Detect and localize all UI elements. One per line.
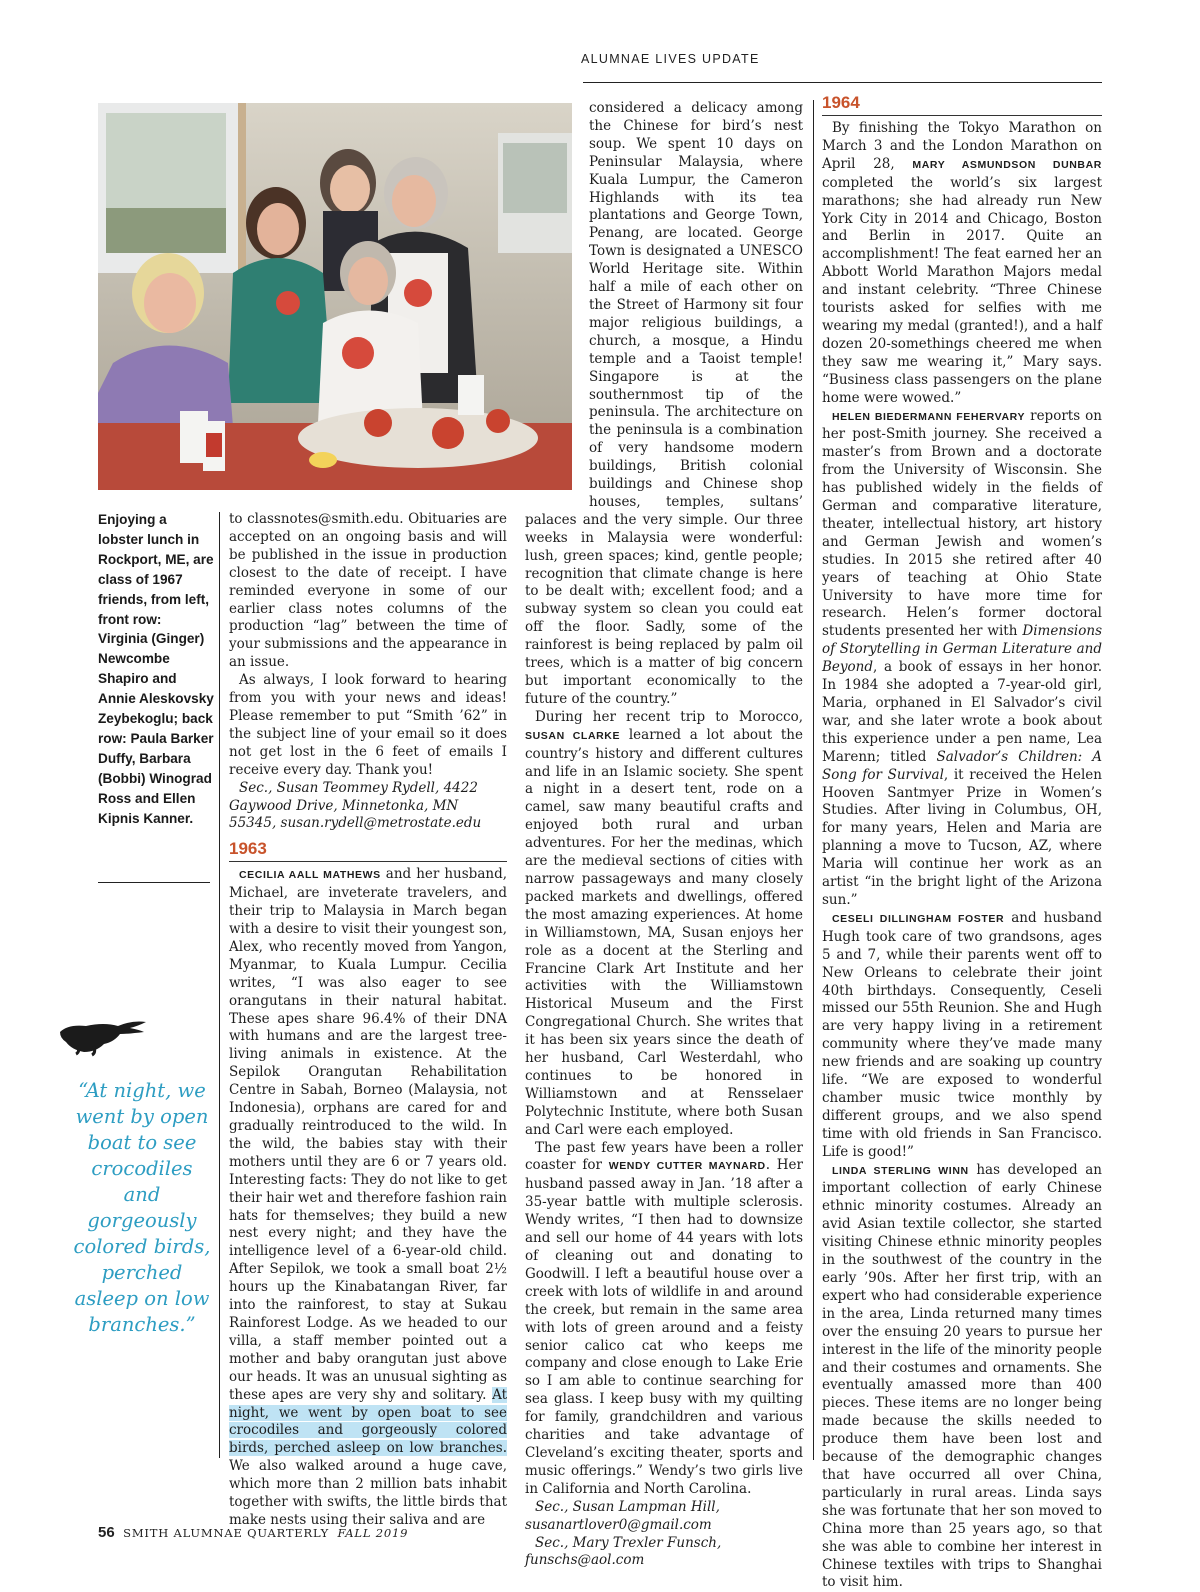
publication-name: SMITH ALUMNAE QUARTERLY — [123, 1526, 330, 1540]
alumna-name: WENDY CUTTER MAYNARD — [608, 1160, 766, 1173]
book-title: Salvador’s Children: A Song for Survival — [822, 748, 1102, 783]
col1-paragraph-2: As always, I look forward to hearing from you with your news and ideas! Please remember to put “Smith ’62” in the subject line of your email so it does not get lost in the 6 feet of emails I receive every day. Thank you! — [229, 672, 507, 778]
col2-paragraph-3-start: The past few years have been a roller coaster for — [525, 1139, 803, 1174]
issue-label: FALL 2019 — [337, 1526, 409, 1540]
column-1 — [229, 511, 507, 1530]
caption-rule — [98, 882, 210, 883]
col3-paragraph-1: completed the world’s six largest marathons; she had already run New York City in 2014 and Chicago, Boston and Berlin in 2017. Quite an accomplishment! The feat earned her an Abbott World Marathon Majors medal and instant celebrity. “Three Chinese tourists asked for selfies with me wearing my medal (granted!), and a half dozen 20-somethings cheered me when they saw me wearing it,” Mary says. “Business class passengers on the plane home were wowed.” — [822, 174, 1102, 406]
alumna-name: MARY ASMUNDSON DUNBAR — [912, 158, 1102, 171]
section-header: ALUMNAE LIVES UPDATE — [581, 52, 760, 66]
col3-paragraph-3: and husband Hugh took care of two grandsons, ages 5 and 7, while their parents went off to New Orleans to celebrate their joint 40th birthdays. Consequently, Ceseli missed our 55th Reunion. She and Hugh are very happy living in a retirement community where they’ve made many new friends and are soaking up country life. “We are exposed to wonderful chamber music twice monthly by different groups, and we also spend time with old friends in San Francisco. Life is good!” — [822, 909, 1102, 1160]
year-heading-1963: 1963 — [229, 839, 507, 862]
column-2 — [525, 100, 803, 1570]
col2-paragraph-1-flow: considered a delicacy among the Chinese for bird’s nest soup. We spent 10 days on Peninsular Malaysia, where Kuala Lumpur, the Cameron Highlands with its tea plantations and George Town, Penang, are located. George Town is designated a UNESCO World Heritage site. Within half a mile of each other on the Street of Harmony sit four major religious buildings, a church, a mosque, a Hindu temple and a Taoist temple! Singapore is at the southernmost tip of the peninsula. The architecture on the peninsula is a combination of very handsome modern buildings, British colonial buildings and Chinese shop houses, temples, sultans’ palaces and the very simple. Our three weeks in Malaysia were wonderful: lush, green spaces; kind, gentle people; recognition that climate change is here to be dealt with; excellent food; and a subway system so clean you could eat off the floor. Sadly, some of the rainforest is being replaced by palm oil trees, which is a matter of big concern but important economically to the future of the country.” — [525, 100, 803, 707]
alumna-name: HELEN BIEDERMANN FEHERVARY — [832, 410, 1026, 423]
col1-secretary-signature: Sec., Susan Teommey Rydell, 4422 Gaywood Drive, Minnetonka, MN 55345, susan.rydell@metrostate.edu — [229, 779, 482, 832]
book-title: Dimensions of Storytelling in German Literature and Beyond — [822, 623, 1102, 676]
column-3 — [822, 93, 1102, 1592]
col3-paragraph-4: has developed an important collection of early Chinese ethnic minority costumes. Already an avid Asian textile collector, she started visiting Chinese ethnic minority peoples in the southwest of the country in the early ’90s. After her first trip, with an expert who had considerable experience in the area, Linda returned many times over the ensuing 20 years to pursue her interest in the life of the minority people and their costumes and ornaments. She eventually amassed more than 400 pieces. These items are no longer being made because the skills needed to produce them have been lost and because of the demographic changes that have occurred all over China, particularly in rural areas. Linda says she was fortunate that her son moved to China more than 25 years ago, so that she was able to combine her interest in Chinese textiles with trips to Shanghai to visit him. — [822, 1161, 1102, 1591]
year-heading-1964: 1964 — [822, 93, 1102, 116]
header-rule — [583, 82, 1102, 83]
page-number: 56 — [98, 1524, 115, 1541]
alumna-name: SUSAN CLARKE — [525, 729, 621, 742]
photo-illustration — [98, 103, 572, 490]
col3-paragraph-2-middle: , a book of essays in her honor. In 1984 she adopted a 7-year-old girl, Maria, orphaned in El Salvador’s civil war, and she later wrote a book about this experience under a pen name, Lea Marenn; titled — [822, 659, 1102, 765]
photo-wrap-spacer — [525, 100, 589, 502]
page-footer — [98, 1524, 408, 1541]
photo-caption: Enjoying a lobster lunch in Rockport, ME, are class of 1967 friends, from left, front row: Virginia (Ginger) Newcombe Shapiro and Annie Aleskovsky Zeybekoglu; back row: Paula Barker Duffy, Barbara (Bobbi) Winograd Ross and Ellen Kipnis Kanner. — [98, 512, 214, 826]
pull-quote: “At night, we went by open boat to see crocodiles and gorgeously colored birds, perched asleep on low branches.” — [73, 1079, 211, 1336]
col2-paragraph-3: . Her husband passed away in Jan. ’18 after a 35-year battle with multiple sclerosis. Wendy writes, “I then had to downsize and sell our home of 44 years with lots of cleaning out and donating to Goodwill. I left a beautiful house over a creek with lots of wildlife in and around the creek, but remain in the same area with lots of green around and a feisty senior calico cat who keeps me company and close enough to Lake Erie so I am able to continue searching for sea glass. I keep busy with my quilting for family, grandchildren and various charities and take advantage of Cleveland’s exciting theater, sports and music offerings.” Wendy’s two girls live in California and North Carolina. — [525, 1157, 803, 1497]
col3-paragraph-1-start: By finishing the Tokyo Marathon on March 3 and the London Marathon on April 28, — [822, 120, 1102, 172]
alumna-name: CESELI DILLINGHAM FOSTER — [832, 912, 1005, 925]
col3-paragraph-2-end: , it received the Helen Hooven Santmyer Prize in Women’s Studies. After living in Columbus, OH, for many years, Helen and Maria are planning a move to Tucson, AZ, where Maria will continue her work as an artist “in the bright light of the Arizona sun.” — [822, 766, 1102, 908]
alumna-name: LINDA STERLING WINN — [832, 1164, 969, 1177]
col3-paragraph-2-start: reports on her post-Smith journey. She received a master’s from Brown and a doctorate from the University of Wisconsin. She has published widely in the fields of German and comparative literature, theater, intellectual history, art history and German Jewish and women’s studies. In 2015 she retired after 40 years of teaching at Ohio State University to have more time for research. Helen’s former doctoral students presented her with — [822, 407, 1102, 640]
col1-paragraph-3: and her husband, Michael, are inveterate travelers, and their trip to Malaysia in March began with a desire to visit their youngest son, Alex, who recently moved from Yangon, Myanmar, to Kuala Lumpur. Cecilia writes, “I was also eager to see orangutans in their natural habitat. These apes share 96.4% of their DNA with humans and are the largest tree-living animals in existence. At the Sepilok Orangutan Rehabilitation Centre in Sabah, Borneo (Malaysia, not Indonesia), orphans are cared for and gradually reintroduced to the wild. In the wild, the babies stay with their mothers until they are 6 or 7 years old. Interesting facts: They do not like to get their hair wet and therefore fashion rain hats for themselves; they build a new nest every night; and they have the intelligence level of a 6-year-old child. After Sepilok, we took a small boat 2½ hours up the Kinabatangan River, far into the rainforest, to stay at Sukau Rainforest Lodge. As we headed to our villa, a staff member pointed out a mother and baby orangutan just above our heads. It was an unusual sighting as these apes are very shy and solitary. — [229, 866, 507, 1403]
column-rule-left — [219, 512, 220, 1458]
highlighted-quote-text: At night, we went by open boat to see crocodiles and gorgeously colored birds, perched asleep on low branches. — [229, 1386, 507, 1457]
col2-secretary-signature-1: Sec., Susan Lampman Hill, susanartlover0@gmail.com — [525, 1498, 720, 1533]
col2-secretary-signature-2: Sec., Mary Trexler Funsch, funschs@aol.com — [525, 1534, 722, 1569]
crocodile-icon — [58, 1012, 150, 1060]
group-photo — [98, 103, 572, 490]
col2-paragraph-2: learned a lot about the country’s history and different cultures and life in an Islamic society. She spent a night in a desert tent, rode on a camel, saw many beautiful crafts and enjoyed both rural and urban adventures. For her the medinas, which are the medieval sections of cities with narrow passageways and many closely packed markets and dwellings, offered the most amazing experiences. At home in Williamstown, MA, Susan enjoys her role as a docent at the Sterling and Francine Clark Art Institute and her activities with the Williamstown Historical Museum and the First Congregational Church. She writes that it has been six years since the death of her husband, Carl Westerdahl, who continues to be honored in Williamstown and at Rensselaer Polytechnic Institute, where both Susan and Carl were each employed. — [525, 726, 803, 1138]
column-rule-right — [813, 100, 814, 1460]
col2-paragraph-2-start: During her recent trip to Morocco, — [535, 708, 803, 725]
col1-paragraph-1: to classnotes@smith.edu. Obituaries are accepted on an ongoing basis and will be published in the issue in production closest to the date of receipt. I have reminded everyone in some of our earlier class notes columns of the production “lag” between the time of your submissions and the appearance in an issue. — [229, 511, 507, 671]
col1-paragraph-3-end: We also walked around a huge cave, which more than 2 million bats inhabit together with swifts, the little birds that make nests using their saliva and are — [229, 1458, 507, 1528]
alumna-name: CECILIA AALL MATHEWS — [239, 869, 381, 882]
